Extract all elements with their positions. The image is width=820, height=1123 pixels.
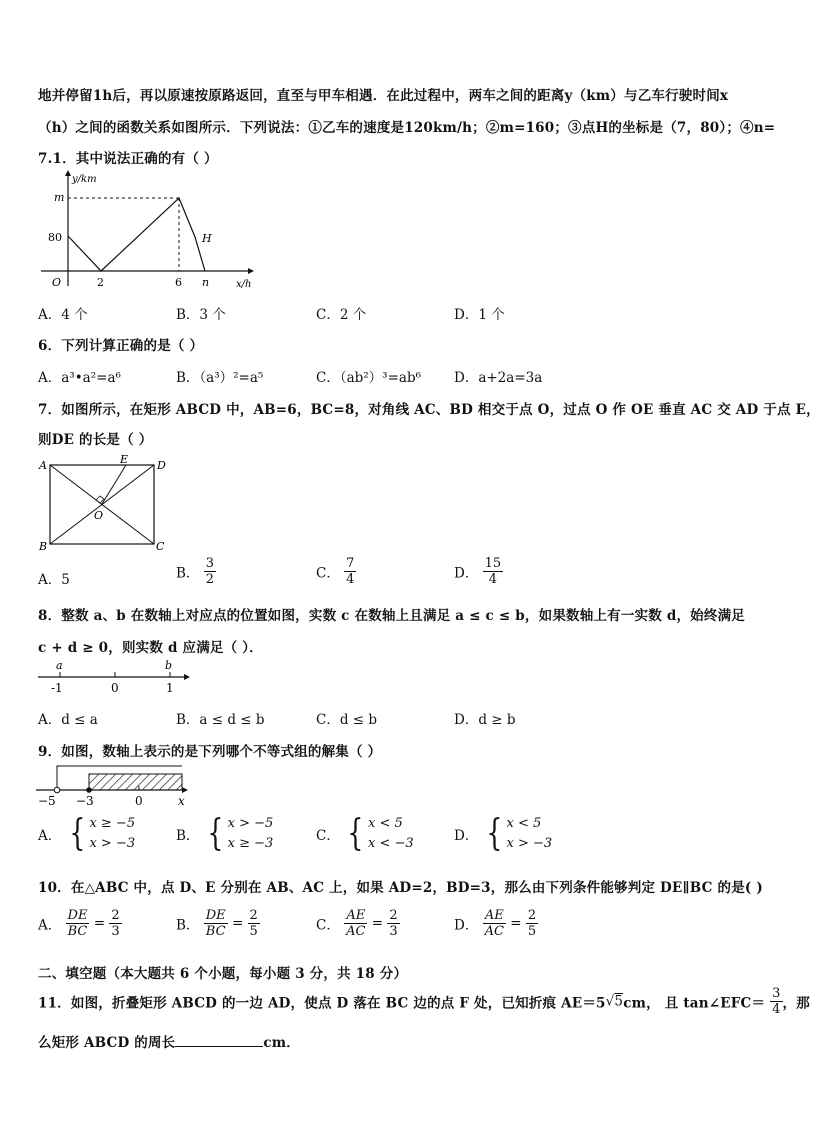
fig-label-e: E — [120, 453, 129, 466]
q5-option-b[interactable]: B．3 个 — [176, 307, 226, 323]
tick-0-q9: 0 — [135, 794, 143, 808]
q7-option-a[interactable]: A．5 — [38, 572, 70, 588]
fig-label-d: D — [157, 459, 166, 472]
q6-option-d[interactable]: D．a+2a=3a — [454, 370, 543, 386]
q6-option-b[interactable]: B．（a³）²=a⁵ — [176, 370, 264, 386]
distance-time-graph — [38, 168, 258, 293]
tick-0: 0 — [111, 681, 119, 695]
axis-label-a: a — [56, 659, 63, 672]
tick-minus-1: -1 — [51, 681, 63, 695]
fig-label-b: B — [39, 540, 48, 553]
fig-label-c: C — [156, 540, 165, 553]
axis-label-x: x — [178, 794, 185, 808]
q9-option-c[interactable]: C． { x < 5 x < −3 — [316, 813, 414, 854]
q7-option-c[interactable]: C． $\frac{7}{4}$ — [316, 556, 355, 587]
x-axis-label: x/h — [236, 279, 252, 290]
intro-line-1: 地并停留1h后，再以原速按原路返回，直至与甲车相遇．在此过程中，两车之间的距离y（km）与乙车行驶时间x — [38, 88, 729, 104]
q8-stem-line-1: 8．整数 a、b 在数轴上对应点的位置如图，实数 c 在数轴上且满足 a ≤ c ≤ b，如果数轴上有一实数 d，始终满足 — [38, 608, 745, 624]
q10-option-a[interactable]: A． $\frac{DE}{BC}$ = $\frac{2}{3}$ — [38, 908, 120, 939]
tick-minus-3: −3 — [76, 794, 94, 808]
q5-option-d[interactable]: D．1 个 — [454, 307, 505, 323]
q8-option-c[interactable]: C．d ≤ b — [316, 712, 378, 728]
q8-option-b[interactable]: B．a ≤ d ≤ b — [176, 712, 265, 728]
q7-option-d[interactable]: D． $\frac{15}{4}$ — [454, 556, 502, 587]
q6-option-a[interactable]: A．a³•a²=a⁶ — [38, 370, 121, 386]
y80-label: 80 — [48, 231, 62, 244]
q9-option-d[interactable]: D． { x < 5 x > −3 — [454, 813, 553, 854]
tick-minus-5: −5 — [38, 794, 56, 808]
fig-label-a: A — [39, 459, 47, 472]
m-label: m — [54, 191, 65, 204]
q11-line-2: 么矩形 ABCD 的周长 cm． — [38, 1035, 300, 1051]
q9-stem: 9．如图，数轴上表示的是下列哪个不等式组的解集（ ） — [38, 744, 382, 760]
q10-stem: 10．在△ABC 中，点 D、E 分别在 AB、AC 上，如果 AD=2，BD=3，那么由下列条件能够判定 DE∥BC 的是( ) — [38, 880, 763, 896]
q10-option-d[interactable]: D． $\frac{AE}{AC}$ = $\frac{2}{5}$ — [454, 908, 537, 939]
q10-option-c[interactable]: C． $\frac{AE}{AC}$ = $\frac{2}{3}$ — [316, 908, 398, 939]
q8-option-d[interactable]: D．d ≥ b — [454, 712, 516, 728]
xn-label: n — [202, 276, 210, 289]
q6-option-c[interactable]: C．（ab²）³=ab⁶ — [316, 370, 422, 386]
intro-line-3: 7.1．其中说法正确的有（ ） — [38, 151, 218, 167]
fig-label-o: O — [94, 509, 104, 522]
q9-option-b[interactable]: B． { x > −5 x ≥ −3 — [176, 813, 274, 854]
tick-1: 1 — [166, 681, 174, 695]
rectangle-figure — [36, 452, 176, 554]
axis-label-b: b — [165, 659, 173, 672]
q5-option-a[interactable]: A．4 个 — [38, 307, 88, 323]
x6-label: 6 — [175, 276, 182, 289]
q6-stem: 6．下列计算正确的是（ ） — [38, 338, 204, 354]
q8-option-a[interactable]: A．d ≤ a — [38, 712, 98, 728]
x2-label: 2 — [97, 276, 104, 289]
h-label: H — [202, 232, 212, 245]
q10-option-b[interactable]: B． $\frac{DE}{BC}$ = $\frac{2}{5}$ — [176, 908, 258, 939]
q9-option-a[interactable]: A． { x ≥ −5 x > −3 — [38, 813, 136, 854]
intro-line-2: （h）之间的函数关系如图所示．下列说法：①乙车的速度是120km/h；②m=160；③点H的坐标是（7，80）；④n= — [38, 120, 776, 136]
q7-stem-line-2: 则DE 的长是（ ） — [38, 432, 153, 448]
q7-stem-line-1: 7．如图所示，在矩形 ABCD 中，AB=6，BC=8，对角线 AC、BD 相交于点 O，过点 O 作 OE 垂直 AC 交 AD 于点 E， — [38, 402, 820, 418]
section-2-heading: 二、填空题（本大题共 6 个小题，每小题 3 分，共 18 分） — [38, 966, 408, 982]
q8-stem-line-2: c + d ≥ 0，则实数 d 应满足（ ）． — [38, 640, 263, 656]
q5-option-c[interactable]: C．2 个 — [316, 307, 367, 323]
q7-option-b[interactable]: B． $\frac{3}{2}$ — [176, 556, 214, 587]
q11-line-1: 11．如图，折叠矩形 ABCD 的一边 AD，使点 D 落在 BC 边的点 F 处，已知折痕 AE＝5√5cm， 且 tan∠EFC＝ $\frac{3}{4}$ ，那 — [38, 986, 810, 1017]
y-axis-label: y/km — [72, 174, 97, 185]
answer-blank[interactable] — [175, 1034, 263, 1047]
origin-label: O — [52, 276, 62, 289]
number-line-q8 — [36, 657, 196, 697]
number-line-q9 — [36, 760, 196, 810]
